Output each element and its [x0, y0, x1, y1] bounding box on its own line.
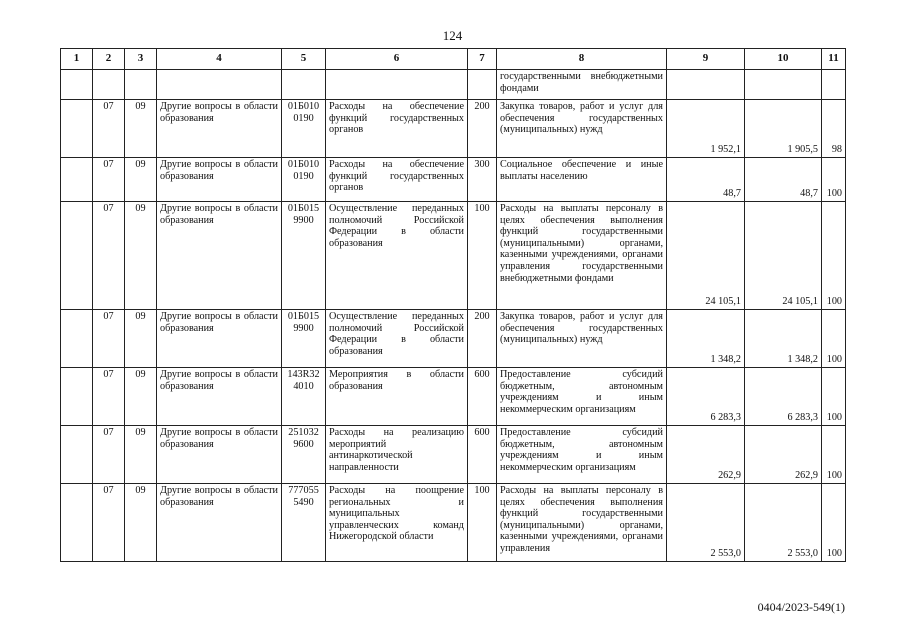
cell-col-10: 1 905,5 — [745, 100, 822, 158]
cell-col-9: 24 105,1 — [667, 202, 745, 310]
budget-table — [60, 48, 846, 562]
cell-col-2: 07 — [93, 310, 125, 368]
cell-col-2: 07 — [93, 158, 125, 202]
cell-col-8: Закупка товаров, работ и услуг для обеспечения государственных (муниципальных) нужд — [497, 100, 667, 158]
cell-col-4: Другие вопросы в области образования — [157, 202, 282, 310]
cell-col-9: 1 348,2 — [667, 310, 745, 368]
table-body — [61, 70, 846, 562]
cell-col-1 — [61, 426, 93, 484]
cell-col-11: 100 — [822, 202, 846, 310]
column-header: 5 — [282, 49, 326, 70]
cell-col-3: 09 — [125, 368, 157, 426]
cell-col-11: 100 — [822, 158, 846, 202]
column-header: 1 — [61, 49, 93, 70]
cell-col-8: Расходы на выплаты персоналу в целях обеспечения выполнения функций государственными (муниципальными) органами, казенными учреждениями, органами управления — [497, 484, 667, 562]
cell-col-8: Расходы на выплаты персоналу в целях обеспечения выполнения функций государственными (муниципальными) органами, казенными учреждениями, органами управления государственными внебюджетными фондами — [497, 202, 667, 310]
cell-col-6: Мероприятия в области образования — [326, 368, 468, 426]
cell-col-2 — [93, 70, 125, 100]
column-header: 9 — [667, 49, 745, 70]
column-header: 2 — [93, 49, 125, 70]
cell-col-10: 6 283,3 — [745, 368, 822, 426]
cell-col-5: 01Б010 0190 — [282, 100, 326, 158]
cell-col-5: 01Б015 9900 — [282, 310, 326, 368]
column-header: 4 — [157, 49, 282, 70]
cell-col-1 — [61, 484, 93, 562]
cell-col-11: 100 — [822, 310, 846, 368]
cell-col-11: 100 — [822, 484, 846, 562]
cell-col-6: Расходы на обеспечение функций государственных органов — [326, 100, 468, 158]
cell-col-2: 07 — [93, 426, 125, 484]
table-row — [61, 426, 846, 484]
cell-col-8: Предоставление субсидий бюджетным, автономным учреждениям и иным некоммерческим организациям — [497, 426, 667, 484]
cell-col-3: 09 — [125, 202, 157, 310]
cell-col-8: Закупка товаров, работ и услуг для обеспечения государственных (муниципальных) нужд — [497, 310, 667, 368]
column-header: 10 — [745, 49, 822, 70]
cell-col-4: Другие вопросы в области образования — [157, 368, 282, 426]
cell-col-4: Другие вопросы в области образования — [157, 158, 282, 202]
cell-col-10: 262,9 — [745, 426, 822, 484]
cell-col-1 — [61, 70, 93, 100]
cell-col-5: 143R32 4010 — [282, 368, 326, 426]
cell-col-7: 100 — [468, 484, 497, 562]
cell-col-6: Расходы на обеспечение функций государственных органов — [326, 158, 468, 202]
cell-col-9: 2 553,0 — [667, 484, 745, 562]
cell-col-5 — [282, 70, 326, 100]
cell-col-5: 01Б015 9900 — [282, 202, 326, 310]
cell-col-6: Расходы на поощрение региональных и муниципальных управленческих команд Нижегородской области — [326, 484, 468, 562]
cell-col-10 — [745, 70, 822, 100]
cell-col-2: 07 — [93, 368, 125, 426]
cell-col-11 — [822, 70, 846, 100]
cell-col-1 — [61, 100, 93, 158]
header-row — [61, 49, 846, 70]
cell-col-6 — [326, 70, 468, 100]
cell-col-4: Другие вопросы в области образования — [157, 484, 282, 562]
cell-col-7: 600 — [468, 426, 497, 484]
cell-col-7 — [468, 70, 497, 100]
cell-col-2: 07 — [93, 484, 125, 562]
cell-col-7: 200 — [468, 100, 497, 158]
cell-col-4 — [157, 70, 282, 100]
cell-col-8: Предоставление субсидий бюджетным, автономным учреждениям и иным некоммерческим организациям — [497, 368, 667, 426]
table-row — [61, 158, 846, 202]
cell-col-4: Другие вопросы в области образования — [157, 310, 282, 368]
cell-col-5: 777055 5490 — [282, 484, 326, 562]
cell-col-3: 09 — [125, 158, 157, 202]
cell-col-9 — [667, 70, 745, 100]
cell-col-9: 6 283,3 — [667, 368, 745, 426]
cell-col-10: 2 553,0 — [745, 484, 822, 562]
cell-col-3: 09 — [125, 484, 157, 562]
cell-col-9: 262,9 — [667, 426, 745, 484]
column-header: 3 — [125, 49, 157, 70]
cell-col-4: Другие вопросы в области образования — [157, 426, 282, 484]
cell-col-7: 300 — [468, 158, 497, 202]
cell-col-3: 09 — [125, 310, 157, 368]
table-row — [61, 368, 846, 426]
cell-col-7: 100 — [468, 202, 497, 310]
table-row — [61, 70, 846, 100]
cell-col-9: 48,7 — [667, 158, 745, 202]
column-header: 6 — [326, 49, 468, 70]
cell-col-7: 200 — [468, 310, 497, 368]
cell-col-10: 1 348,2 — [745, 310, 822, 368]
cell-col-7: 600 — [468, 368, 497, 426]
cell-col-3: 09 — [125, 100, 157, 158]
cell-col-10: 48,7 — [745, 158, 822, 202]
cell-col-6: Расходы на реализацию мероприятий антинаркотической направленности — [326, 426, 468, 484]
cell-col-6: Осуществление переданных полномочий Российской Федерации в области образования — [326, 202, 468, 310]
cell-col-3: 09 — [125, 426, 157, 484]
document-code: 0404/2023-549(1) — [757, 600, 845, 614]
table-row — [61, 310, 846, 368]
cell-col-11: 98 — [822, 100, 846, 158]
cell-col-1 — [61, 310, 93, 368]
cell-col-5: 251032 9600 — [282, 426, 326, 484]
table-row — [61, 100, 846, 158]
column-header: 11 — [822, 49, 846, 70]
column-header: 7 — [468, 49, 497, 70]
cell-col-5: 01Б010 0190 — [282, 158, 326, 202]
cell-col-9: 1 952,1 — [667, 100, 745, 158]
cell-col-1 — [61, 368, 93, 426]
cell-col-11: 100 — [822, 368, 846, 426]
cell-col-1 — [61, 158, 93, 202]
cell-col-10: 24 105,1 — [745, 202, 822, 310]
cell-col-1 — [61, 202, 93, 310]
cell-col-4: Другие вопросы в области образования — [157, 100, 282, 158]
cell-col-8: Социальное обеспечение и иные выплаты населению — [497, 158, 667, 202]
cell-col-2: 07 — [93, 202, 125, 310]
cell-col-3 — [125, 70, 157, 100]
table-row — [61, 202, 846, 310]
cell-col-2: 07 — [93, 100, 125, 158]
table-row — [61, 484, 846, 562]
cell-col-8: государственными внебюджетными фондами — [497, 70, 667, 100]
cell-col-6: Осуществление переданных полномочий Российской Федерации в области образования — [326, 310, 468, 368]
page-number: 124 — [442, 28, 463, 43]
cell-col-11: 100 — [822, 426, 846, 484]
column-header: 8 — [497, 49, 667, 70]
